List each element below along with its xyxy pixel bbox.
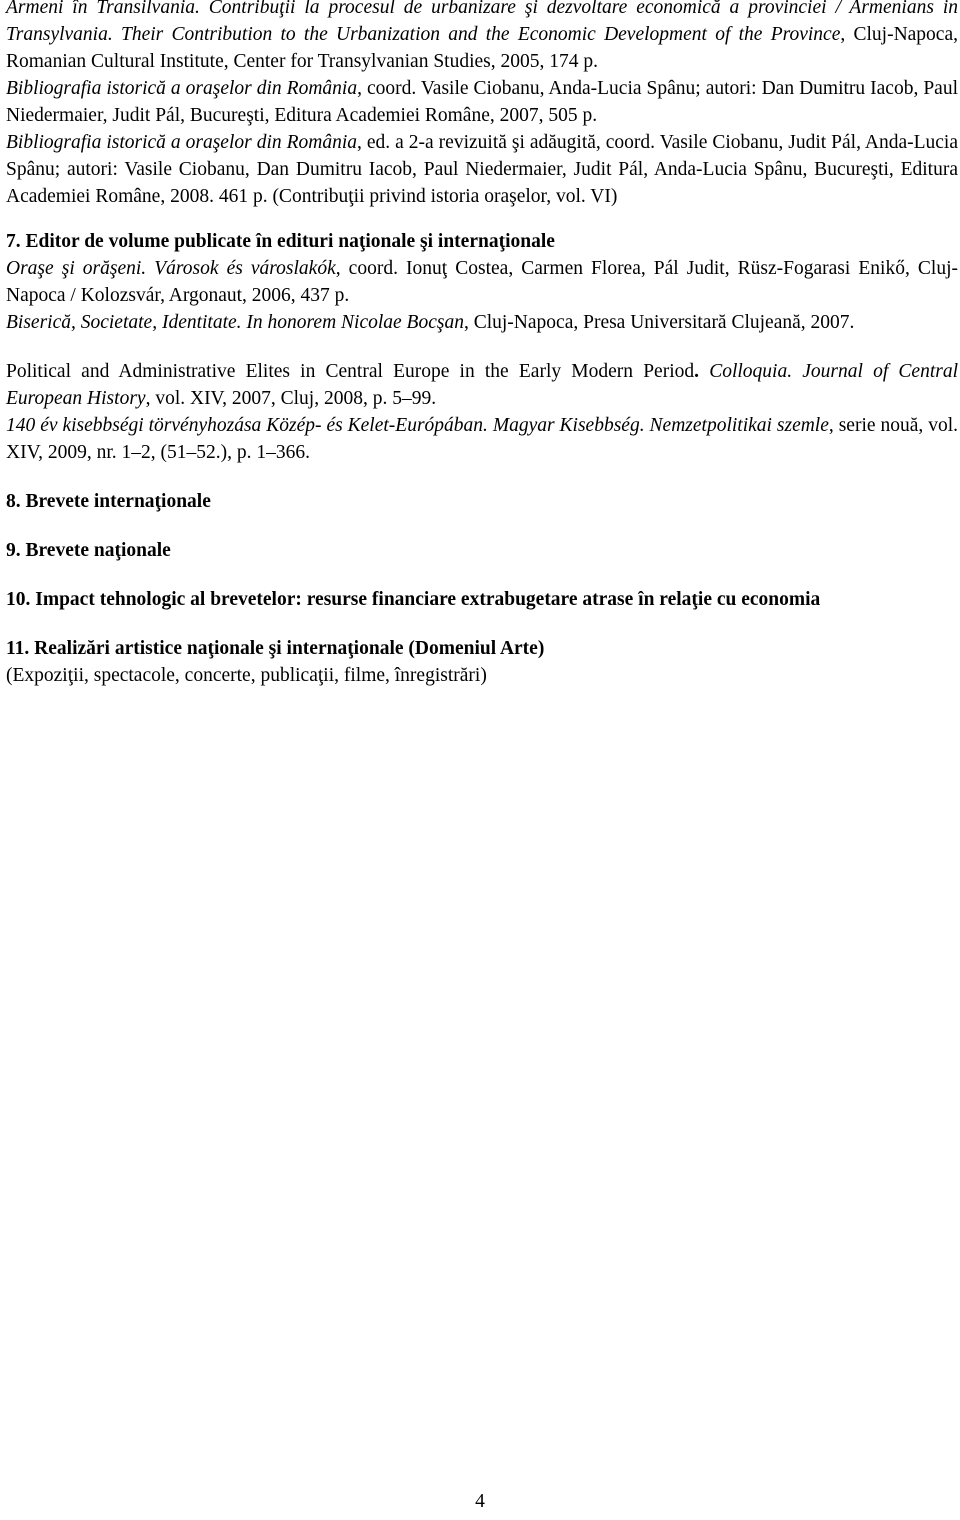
entry-details: , coord. Ionuţ Costea, Carmen Florea, Pál Judit, Rüsz-Fogarasi Enikő, Cluj-Napoca / Kolozsvár, Argonaut, 2006, 437 p. xyxy=(6,258,958,306)
entry-title: Oraşe şi orăşeni. Városok és városlakók xyxy=(6,258,336,279)
spacer xyxy=(6,336,958,358)
page-number: 4 xyxy=(475,1491,485,1512)
bibliography-entry-bibliografia-2008 xyxy=(6,129,958,210)
entry-details: , Cluj-Napoca, Presa Universitară Clujeană, 2007. xyxy=(463,312,855,333)
entry-title: Armeni în Transilvania. Contribuţii la procesul de urbanizare şi dezvoltare economică a provinciei / Armenians in Transylvania. Their Contribution to the Urbanization and the Economic Development of the Province xyxy=(6,0,958,45)
section-7-heading: 7. Editor de volume publicate în edituri naţionale şi internaţionale xyxy=(6,231,555,252)
bibliography-entry-armeni xyxy=(6,0,958,75)
section-11-heading: 11. Realizări artistice naţionale şi internaţionale (Domeniul Arte) xyxy=(6,638,545,659)
spacer xyxy=(6,564,958,586)
entry-title: Bibliografia istorică a oraşelor din România xyxy=(6,78,358,99)
edited-volume-biserica xyxy=(6,309,958,336)
entry-title: Biserică, Societate, Identitate. In honorem Nicolae Bocşan xyxy=(6,312,464,333)
spacer xyxy=(6,515,958,537)
entry-title: Bibliografia istorică a oraşelor din România xyxy=(6,132,358,153)
document-page xyxy=(6,0,958,689)
spacer xyxy=(6,466,958,488)
section-11-subtext: (Expoziţii, spectacole, concerte, publicaţii, filme, înregistrări) xyxy=(6,665,487,686)
edited-volume-140-ev xyxy=(6,412,958,466)
spacer xyxy=(6,613,958,635)
entry-details: , serie nouă, vol. XIV, 2009, nr. 1–2, (51–52.), p. 1–366. xyxy=(6,415,958,463)
journal-title: Colloquia. Journal of Central European History xyxy=(6,361,959,409)
edited-volume-orase xyxy=(6,255,958,309)
entry-title: Political and Administrative Elites in Central Europe in the Early Modern Period xyxy=(6,361,695,382)
entry-details: , vol. XIV, 2007, Cluj, 2008, p. 5–99. xyxy=(145,388,437,409)
spacer xyxy=(6,210,958,228)
entry-title: 140 év kisebbségi törvényhozása Közép- és Kelet-Európában. Magyar Kisebbség. Nemzetpolitikai szemle xyxy=(6,415,829,436)
edited-volume-elites xyxy=(6,358,958,412)
entry-title-dot: . xyxy=(694,361,699,382)
section-10-heading: 10. Impact tehnologic al brevetelor: resurse financiare extrabugetare atrase în relaţie cu economia xyxy=(6,589,821,610)
entry-details: , coord. Vasile Ciobanu, Anda-Lucia Spânu; autori: Dan Dumitru Iacob, Paul Niedermaier, Judit Pál, Bucureşti, Editura Academiei Române, 2007, 505 p. xyxy=(6,78,959,126)
section-8-heading: 8. Brevete internaţionale xyxy=(6,491,211,512)
section-9-heading: 9. Brevete naţionale xyxy=(6,540,171,561)
entry-details: , Cluj-Napoca, Romanian Cultural Institute, Center for Transylvanian Studies, 2005, 174 p. xyxy=(6,24,958,72)
bibliography-entry-bibliografia-2007 xyxy=(6,75,958,129)
entry-details: , ed. a 2-a revizuită şi adăugită, coord. Vasile Ciobanu, Judit Pál, Anda-Lucia Spânu; autori: Vasile Ciobanu, Dan Dumitru Iacob, Paul Niedermaier, Judit Pál, Anda-Lucia Spânu, Bucureşti, Editura Academiei Române, 2008. 461 p. (Contribuţii privind istoria oraşelor, vol. VI) xyxy=(6,132,958,207)
